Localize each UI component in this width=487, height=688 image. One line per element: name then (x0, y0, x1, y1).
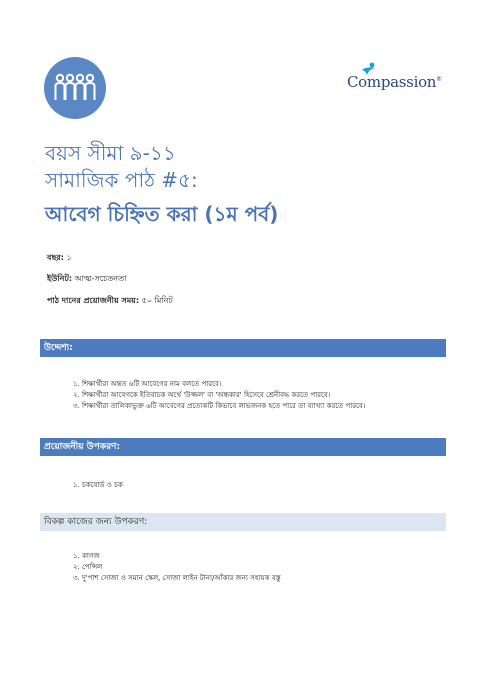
list-item: ১. চকবোর্ড ও চক (73, 481, 123, 489)
compassion-logo (347, 62, 447, 96)
list-item: ৩. দু'পাশ সোজা ও সমান স্কেল, সোজা লাইন টানা/আঁকার জন্য সহায়ক বস্তু (73, 574, 281, 582)
year-value: ১ (63, 253, 72, 262)
age-range: বয়স সীমা ৯-১১ (45, 141, 176, 165)
materials-list (73, 480, 123, 491)
compassion-logo-text: Compassion® (347, 73, 442, 91)
lesson-number: সামাজিক পাঠ #৫: (45, 168, 198, 192)
objectives-heading: উদ্দেশ্য: (40, 339, 446, 357)
time-value: ৫০ মিনিট (139, 296, 173, 305)
materials-heading: প্রয়োজনীয় উপকরণ: (40, 438, 446, 456)
time-line (47, 295, 173, 308)
year-line (47, 252, 72, 265)
list-item: ২. পেন্সিল (73, 563, 103, 571)
unit-line (47, 273, 126, 286)
objectives-list (73, 379, 365, 412)
year-label: বছর: (47, 253, 64, 262)
list-item: ৩. শিক্ষার্থীরা তালিকাভুক্ত ৬টি আবেগের প্রত্যেকটি কিভাবে লাভজনক হতে পারে তা ব্যাখ্যা করতে পারবে। (73, 402, 366, 410)
lesson-title: আবেগ চিহ্নিত করা (১ম পর্ব) (45, 202, 279, 226)
alt-materials-list (73, 551, 281, 584)
group-of-people-icon (44, 57, 106, 119)
unit-value: আত্ম-সচেতনতা (72, 274, 127, 283)
list-item: ১. কাগজ (73, 552, 100, 560)
time-label: পাঠ দানের প্রয়োজনীয় সময়: (47, 296, 140, 305)
list-item: ১. শিক্ষার্থীরা অন্তত ৬টি আবেগের নাম বলতে পারবে। (73, 380, 222, 388)
alt-materials-heading: বিকল্প কাজের জন্য উপকরণ: (40, 513, 446, 531)
unit-label: ইউনিট: (47, 274, 73, 283)
list-item: ২. শিক্ষার্থীরা আবেগকে ইতিবাচক অর্থে 'উজ্জল' বা 'অন্ধকার' হিসেবে শ্রেনীবদ্ধ করতে পারবে। (73, 391, 331, 399)
